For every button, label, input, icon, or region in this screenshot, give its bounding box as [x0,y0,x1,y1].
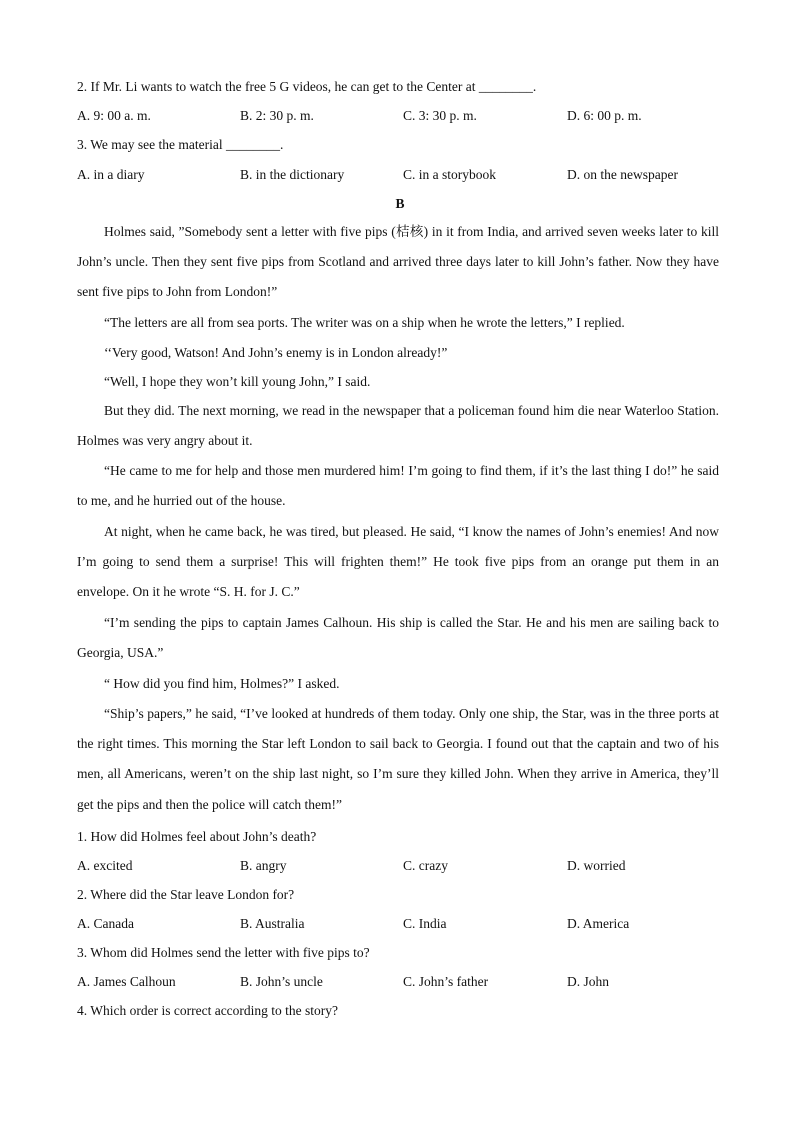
section-heading: B [395,196,405,211]
option-b: B. John’s uncle [240,974,323,989]
question-3-options [77,973,737,991]
option-c: C. 3: 30 p. m. [403,108,477,123]
question-1: 1. How did Holmes feel about John’s death? [77,829,317,844]
question-2-options [77,915,737,933]
passage-paragraph: “He came to me for help and those men murdered him! I’m going to find them, if it’s the last thing I do!” he said to me, and he hurried out of the house. [77,463,719,509]
option-d: D. worried [567,858,626,873]
option-d: D. on the newspaper [567,167,678,182]
option-c: C. India [403,916,447,931]
question-1-options [77,857,737,875]
passage-paragraph: But they did. The next morning, we read in the newspaper that a policeman found him die near Waterloo Station. Holmes was very angry about it. [77,403,719,449]
option-b: B. angry [240,858,287,873]
option-a: A. 9: 00 a. m. [77,108,151,123]
question-4: 4. Which order is correct according to the story? [77,1003,339,1018]
passage-paragraph: Holmes said, ”Somebody sent a letter with five pips (桔核) in it from India, and arrived seven weeks later to kill John’s uncle. Then they sent five pips from Scotland and arrived three days later to kill John’s father. Now they have sent five pips to John from London!” [77,224,719,300]
option-d: D. America [567,916,630,931]
option-c: C. in a storybook [403,167,496,182]
question-3-top: 3. We may see the material ________. [77,137,284,152]
passage-paragraph: “I’m sending the pips to captain James Calhoun. His ship is called the Star. He and his men are sailing back to Georgia, USA.” [77,615,719,661]
option-b: B. Australia [240,916,305,931]
option-a: A. Canada [77,916,134,931]
option-a: A. James Calhoun [77,974,176,989]
question-2: 2. Where did the Star leave London for? [77,887,295,902]
option-a: A. in a diary [77,167,145,182]
passage-paragraph: At night, when he came back, he was tired, but pleased. He said, “I know the names of John’s enemies! And now I’m going to send them a surprise! This will frighten them!” He took five pips from an orange put them in an envelope. On it he wrote “S. H. for J. C.” [77,524,719,600]
passage-paragraph: “Well, I hope they won’t kill young John,” I said. [104,374,371,389]
option-c: C. John’s father [403,974,489,989]
option-d: D. 6: 00 p. m. [567,108,642,123]
passage-paragraph: “ How did you find him, Holmes?” I asked. [104,676,340,691]
option-a: A. excited [77,858,133,873]
option-c: C. crazy [403,858,448,873]
option-d: D. John [567,974,610,989]
question-3-top-options [77,166,737,184]
question-3: 3. Whom did Holmes send the letter with five pips to? [77,945,370,960]
passage-paragraph: “Ship’s papers,” he said, “I’ve looked at hundreds of them today. Only one ship, the Star, was in the three ports at the right times. This morning the Star left London to sail back to Georgia. I found out that the captain and two of his men, all Americans, weren’t on the ship last night, so I’m sure they killed John. When they arrive in America, they’ll get the pips and then the police will catch them!” [77,706,719,812]
passage-paragraph: “The letters are all from sea ports. The writer was on a ship when he wrote the letters,” I replied. [104,315,625,330]
option-b: B. in the dictionary [240,167,345,182]
question-2-top-options [77,107,737,125]
option-b: B. 2: 30 p. m. [240,108,314,123]
question-2-top: 2. If Mr. Li wants to watch the free 5 G videos, he can get to the Center at ________. [77,79,537,94]
passage-paragraph: ‘‘Very good, Watson! And John’s enemy is in London already!” [104,345,448,360]
